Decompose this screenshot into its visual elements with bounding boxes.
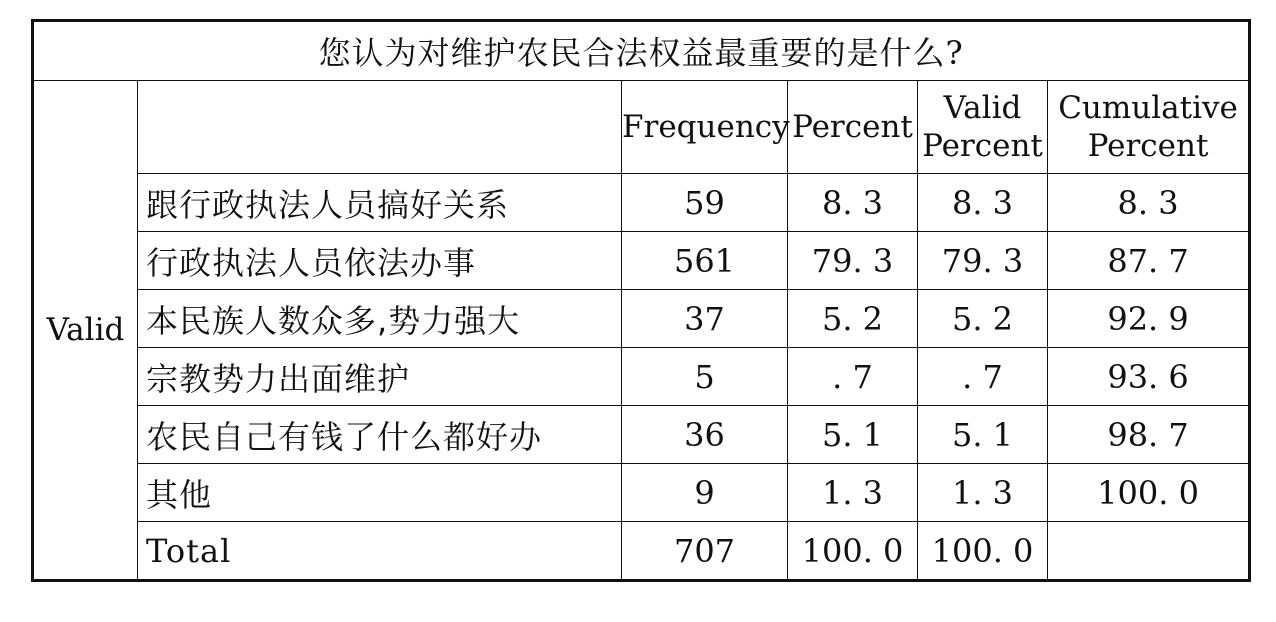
row-label: 跟行政执法人员搞好关系 <box>138 174 622 232</box>
valid-percent-cell: . 7 <box>918 348 1048 406</box>
percent-cell: . 7 <box>788 348 918 406</box>
percent-cell: 5. 2 <box>788 290 918 348</box>
cumulative-percent-header-line1: Cumulative <box>1058 90 1238 126</box>
header-row <box>33 81 1250 174</box>
frequency-table <box>31 19 1251 582</box>
cumulative-percent-cell: 92. 9 <box>1048 290 1250 348</box>
frequency-cell: 36 <box>622 406 788 464</box>
frequency-cell: 561 <box>622 232 788 290</box>
total-valid-percent-cell: 100. 0 <box>918 522 1048 581</box>
row-label: 宗教势力出面维护 <box>138 348 622 406</box>
table-row <box>33 290 1250 348</box>
title-row <box>33 21 1250 81</box>
total-row <box>33 522 1250 581</box>
valid-percent-cell: 1. 3 <box>918 464 1048 522</box>
percent-cell: 8. 3 <box>788 174 918 232</box>
valid-group-label: Valid <box>33 81 138 581</box>
frequency-cell: 9 <box>622 464 788 522</box>
category-header <box>138 81 622 174</box>
row-label: 本民族人数众多,势力强大 <box>138 290 622 348</box>
cumulative-percent-header-line2: Percent <box>1087 128 1209 164</box>
cumulative-percent-header <box>1048 81 1250 174</box>
valid-percent-header <box>918 81 1048 174</box>
total-cumulative-percent-cell <box>1048 522 1250 581</box>
percent-cell: 79. 3 <box>788 232 918 290</box>
total-percent-cell: 100. 0 <box>788 522 918 581</box>
percent-cell: 1. 3 <box>788 464 918 522</box>
valid-percent-header-line2: Percent <box>922 128 1043 164</box>
frequency-cell: 59 <box>622 174 788 232</box>
table-title: 您认为对维护农民合法权益最重要的是什么? <box>33 21 1250 81</box>
total-frequency-cell: 707 <box>622 522 788 581</box>
table-row <box>33 348 1250 406</box>
cumulative-percent-cell: 98. 7 <box>1048 406 1250 464</box>
row-label: 农民自己有钱了什么都好办 <box>138 406 622 464</box>
cumulative-percent-cell: 100. 0 <box>1048 464 1250 522</box>
row-label: 其他 <box>138 464 622 522</box>
percent-header: Percent <box>788 81 918 174</box>
total-label: Total <box>138 522 622 581</box>
table-row <box>33 232 1250 290</box>
frequency-cell: 37 <box>622 290 788 348</box>
frequency-header: Frequency <box>622 81 788 174</box>
table-row <box>33 464 1250 522</box>
frequency-cell: 5 <box>622 348 788 406</box>
valid-percent-cell: 5. 1 <box>918 406 1048 464</box>
valid-percent-cell: 79. 3 <box>918 232 1048 290</box>
table-row <box>33 406 1250 464</box>
valid-percent-cell: 8. 3 <box>918 174 1048 232</box>
valid-percent-cell: 5. 2 <box>918 290 1048 348</box>
row-label: 行政执法人员依法办事 <box>138 232 622 290</box>
valid-percent-header-line1: Valid <box>943 90 1022 126</box>
table-row <box>33 174 1250 232</box>
frequency-table-container <box>31 19 1248 582</box>
cumulative-percent-cell: 93. 6 <box>1048 348 1250 406</box>
cumulative-percent-cell: 87. 7 <box>1048 232 1250 290</box>
percent-cell: 5. 1 <box>788 406 918 464</box>
cumulative-percent-cell: 8. 3 <box>1048 174 1250 232</box>
